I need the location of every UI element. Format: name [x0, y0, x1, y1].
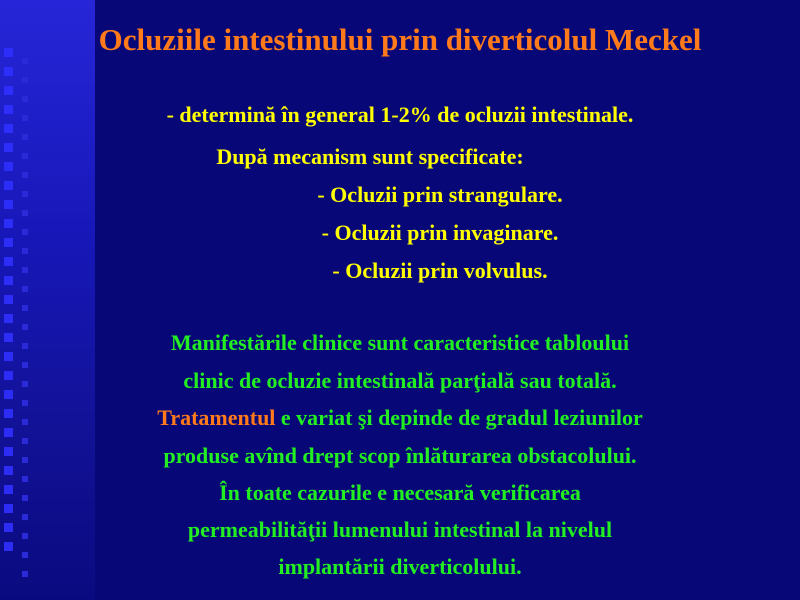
clinical-line-1: Manifestările clinice sunt caracteristice tabloului — [170, 330, 630, 355]
intro-line: - determină în general 1-2% de ocluzii intestinale. — [166, 102, 634, 127]
slide-title: Ocluziile intestinului prin diverticolul Meckel — [98, 22, 702, 57]
mechanism-item-volvulus: - Ocluzii prin volvulus. — [332, 258, 548, 283]
treatment-line-1 — [0, 405, 800, 431]
treatment-rest: e variat şi depinde de gradul leziunilor — [275, 405, 643, 430]
mechanism-item-invagination: - Ocluzii prin invaginare. — [321, 220, 559, 245]
mechanism-item-strangulation: - Ocluzii prin strangulare. — [317, 182, 563, 207]
treatment-line-2: produse avînd drept scop înlăturarea obstacolului. — [163, 443, 637, 468]
clinical-line-2: clinic de ocluzie intestinală parţială sau totală. — [183, 368, 617, 393]
treatment-line-5: implantării diverticolului. — [278, 554, 522, 579]
treatment-line-3: În toate cazurile e necesară verificarea — [219, 480, 581, 505]
treatment-label: Tratamentul — [157, 405, 276, 430]
treatment-line-4: permeabilităţii lumenului intestinal la nivelul — [187, 517, 613, 542]
mechanism-heading: După mecanism sunt specificate: — [216, 144, 524, 169]
